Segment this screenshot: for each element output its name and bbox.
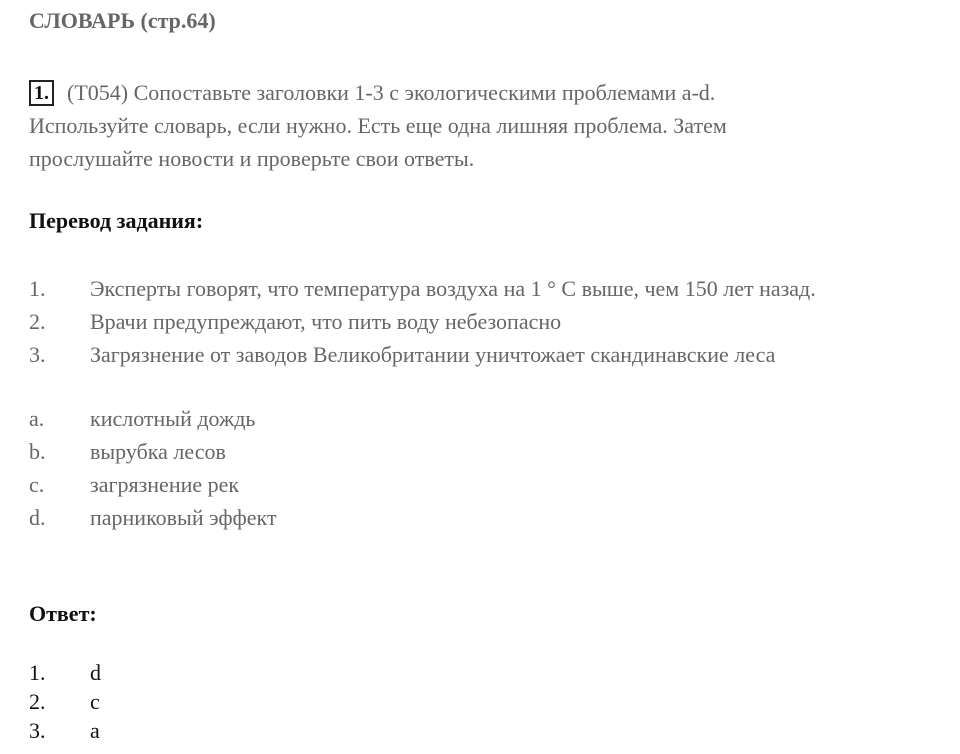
answer-title: Ответ: — [29, 601, 97, 626]
list-marker: 2. — [29, 689, 46, 714]
task-line-2: Используйте словарь, если нужно. Есть еще одна лишняя проблема. Затем — [29, 113, 727, 138]
task-text — [29, 76, 929, 175]
answer-value: a — [90, 718, 100, 743]
page-heading: СЛОВАРЬ (стр.64) — [29, 8, 216, 33]
list-marker: 2. — [29, 309, 46, 334]
task-line-1 — [29, 76, 929, 109]
task-line-3: прослушайте новости и проверьте свои ответы. — [29, 146, 475, 171]
list-marker: 3. — [29, 718, 46, 743]
list-item-text: кислотный дождь — [90, 406, 256, 431]
list-item-text: Врачи предупреждают, что пить воду небезопасно — [90, 309, 562, 334]
list-item-text: Эксперты говорят, что температура воздуха на 1 ° С выше, чем 150 лет назад. — [90, 276, 816, 301]
list-item-text: парниковый эффект — [90, 505, 277, 530]
task-line-1-text: (T054) Сопоставьте заголовки 1-3 с экологическими проблемами a-d. — [67, 80, 716, 105]
answer-value: c — [90, 689, 100, 714]
translation-title: Перевод задания: — [29, 208, 204, 233]
list-marker: 1. — [29, 276, 46, 301]
list-marker: d. — [29, 505, 46, 530]
list-marker: 1. — [29, 660, 46, 685]
list-item-text: вырубка лесов — [90, 439, 226, 464]
list-marker: c. — [29, 472, 45, 497]
list-item-text: загрязнение рек — [90, 472, 240, 497]
list-marker: 3. — [29, 342, 46, 367]
list-item-text: Загрязнение от заводов Великобритании уничтожает скандинавские леса — [90, 342, 776, 367]
list-marker: a. — [29, 406, 45, 431]
list-marker: b. — [29, 439, 46, 464]
task-number-badge: 1. — [29, 80, 54, 106]
answer-value: d — [90, 660, 101, 685]
